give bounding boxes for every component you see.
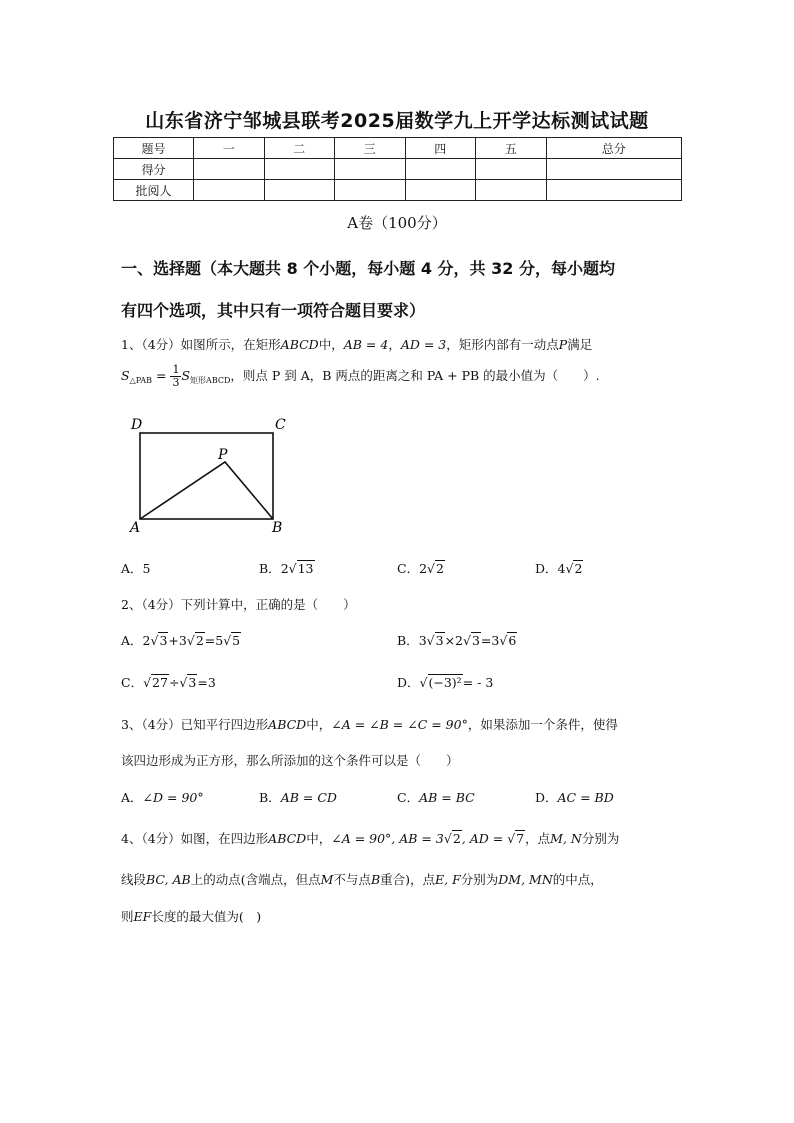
q1-math: S xyxy=(181,368,191,383)
option-label: B． xyxy=(259,561,281,576)
option-label: B． xyxy=(259,790,281,805)
table-cell: 总分 xyxy=(546,138,682,159)
q4-stem-line1: 4、（4分）如图，在四边形ABCD中，∠A = 90°, AB = 3√2, AD = √7，点M, N分别为 xyxy=(121,831,620,846)
option-label: A． xyxy=(121,633,143,648)
q4-text: 上的动点(含端点，但点 xyxy=(190,872,321,887)
q1-option-c[interactable]: C．2√2 xyxy=(397,561,444,576)
q4-math: E, F xyxy=(435,872,461,887)
q2-option-c[interactable]: C．√27÷√3=3 xyxy=(121,675,216,690)
q3-math: ∠A = ∠B = ∠C = 90° xyxy=(331,717,468,732)
q1-math: S xyxy=(121,368,130,383)
q3-option-c[interactable] xyxy=(397,788,475,806)
q1-text: ，矩形内部有一动点 xyxy=(446,337,559,352)
q3-text: 中， xyxy=(306,717,332,732)
table-cell: 一 xyxy=(194,138,265,159)
score-table xyxy=(113,137,682,201)
table-cell: 三 xyxy=(335,138,406,159)
table-cell[interactable] xyxy=(194,159,265,180)
option-value: AB = BC xyxy=(419,790,475,805)
table-cell[interactable] xyxy=(335,159,406,180)
table-cell[interactable] xyxy=(546,159,682,180)
table-cell[interactable] xyxy=(476,180,547,201)
option-label: D． xyxy=(535,790,558,805)
q4-text: 分别为 xyxy=(460,872,499,887)
q4-math: DM, MN xyxy=(498,872,553,887)
q4-text: 的中点， xyxy=(552,872,603,887)
q1-stem-line2 xyxy=(121,364,600,389)
q4-math: EF xyxy=(133,909,152,924)
label-a: A xyxy=(130,520,141,535)
q2-option-b[interactable]: B．3√3×2√3=3√6 xyxy=(397,633,517,648)
fraction-numerator: 1 xyxy=(172,363,180,376)
q1-option-a[interactable] xyxy=(121,559,150,577)
table-cell: 得分 xyxy=(114,159,194,180)
option-value: 2 xyxy=(574,561,583,576)
q4-math: M xyxy=(320,872,334,887)
q1-text: 中， xyxy=(318,337,344,352)
part1-heading-line2: 有四个选项，其中只有一项符合题目要求） xyxy=(121,301,426,320)
q4-stem-line3 xyxy=(121,907,261,925)
table-cell[interactable] xyxy=(405,159,476,180)
table-cell: 四 xyxy=(405,138,476,159)
section-a-heading: A卷（100分） xyxy=(347,214,447,232)
q1-text: ， xyxy=(388,337,401,352)
table-cell[interactable] xyxy=(264,159,335,180)
q1-option-d[interactable]: D．4√2 xyxy=(535,561,583,576)
q4-text: 长度的最大值为( ) xyxy=(151,909,262,924)
q1-math: ABCD xyxy=(280,337,319,352)
option-label: B． xyxy=(397,633,419,648)
option-label: C． xyxy=(121,675,144,690)
option-value: 5 xyxy=(142,561,151,576)
table-cell: 五 xyxy=(476,138,547,159)
q4-text: 中， xyxy=(306,831,332,846)
option-value: 2 xyxy=(436,561,444,576)
q1-text: 1、（4分）如图所示，在矩形 xyxy=(121,337,281,352)
q2-option-d[interactable]: D．√(−3)²= - 3 xyxy=(397,675,494,690)
q1-math: △PAB xyxy=(129,376,153,385)
q4-math: ABCD xyxy=(268,831,307,846)
option-value: 13 xyxy=(297,561,314,576)
table-cell[interactable] xyxy=(546,180,682,201)
q2-stem: 2、（4分）下列计算中，正确的是（ ） xyxy=(121,597,356,612)
q4-text: 4、（4分）如图，在四边形 xyxy=(121,831,269,846)
q3-text: ，如果添加一个条件，使得 xyxy=(467,717,618,732)
label-c: C xyxy=(275,417,286,433)
q1-figure xyxy=(128,415,298,535)
q1-stem-line1 xyxy=(121,335,592,353)
q1-text: 满足 xyxy=(567,337,593,352)
q3-option-a[interactable] xyxy=(121,788,204,806)
q4-text: 重合)，点 xyxy=(380,872,436,887)
q2-option-a[interactable]: A．2√3+3√2=5√5 xyxy=(121,633,241,648)
label-d: D xyxy=(131,417,143,433)
q4-text: 线段 xyxy=(121,872,147,887)
label-b: B xyxy=(272,520,283,535)
q1-math: AB = 4 xyxy=(343,337,389,352)
q4-math: ∠A = 90°, AB = 3 xyxy=(331,831,444,846)
label-p: P xyxy=(218,447,228,463)
q3-text: 3、（4分）已知平行四边形 xyxy=(121,717,269,732)
fraction xyxy=(170,364,181,389)
q3-option-d[interactable] xyxy=(535,788,614,806)
q4-text: ，点 xyxy=(525,831,551,846)
option-label: A． xyxy=(121,790,143,805)
q4-math: B xyxy=(370,872,381,887)
q1-option-b[interactable]: B．2√13 xyxy=(259,561,314,576)
table-cell: 批阅人 xyxy=(114,180,194,201)
option-value: 2 xyxy=(419,561,428,576)
option-label: D． xyxy=(535,561,558,576)
q3-stem-line2: 该四边形成为正方形，那么所添加的这个条件可以是（ ） xyxy=(121,753,459,768)
q1-math: = xyxy=(152,368,171,383)
option-label: C． xyxy=(397,561,420,576)
q1-math: P xyxy=(558,337,568,352)
q4-text: 分别为 xyxy=(581,831,620,846)
fraction-denominator: 3 xyxy=(172,376,180,389)
table-cell[interactable] xyxy=(194,180,265,201)
option-value: AB = CD xyxy=(280,790,337,805)
option-label: C． xyxy=(397,790,420,805)
q3-stem-line1 xyxy=(121,715,618,733)
page-title: 山东省济宁邹城县联考2025届数学九上开学达标测试试题 xyxy=(145,110,649,132)
option-value: 4 xyxy=(557,561,566,576)
triangle-pab xyxy=(140,462,273,519)
option-value: AC = BD xyxy=(557,790,614,805)
table-row xyxy=(114,138,682,159)
q3-option-b[interactable] xyxy=(259,788,337,806)
q4-math: BC, AB xyxy=(146,872,191,887)
q4-text: 则 xyxy=(121,909,134,924)
q4-math: M, N xyxy=(550,831,582,846)
table-cell[interactable] xyxy=(476,159,547,180)
table-cell[interactable] xyxy=(405,180,476,201)
q4-text: 不与点 xyxy=(333,872,371,887)
table-cell[interactable] xyxy=(264,180,335,201)
option-value: 2 xyxy=(280,561,289,576)
q1-text: ，则点 P 到 A，B 两点的距离之和 PA + PB 的最小值为（ ）. xyxy=(230,368,600,383)
option-value: ∠D = 90° xyxy=(142,790,204,805)
q1-math: AD = 3 xyxy=(400,337,447,352)
option-label: A． xyxy=(121,561,143,576)
q1-math: 矩形ABCD xyxy=(190,376,231,385)
table-cell[interactable] xyxy=(335,180,406,201)
table-cell: 题号 xyxy=(114,138,194,159)
part1-heading-line1: 一、选择题（本大题共 8 个小题，每小题 4 分，共 32 分，每小题均 xyxy=(121,259,615,278)
table-row xyxy=(114,159,682,180)
q4-stem-line2 xyxy=(121,870,603,888)
q3-math: ABCD xyxy=(268,717,307,732)
table-row xyxy=(114,180,682,201)
table-cell: 二 xyxy=(264,138,335,159)
option-label: D． xyxy=(397,675,420,690)
